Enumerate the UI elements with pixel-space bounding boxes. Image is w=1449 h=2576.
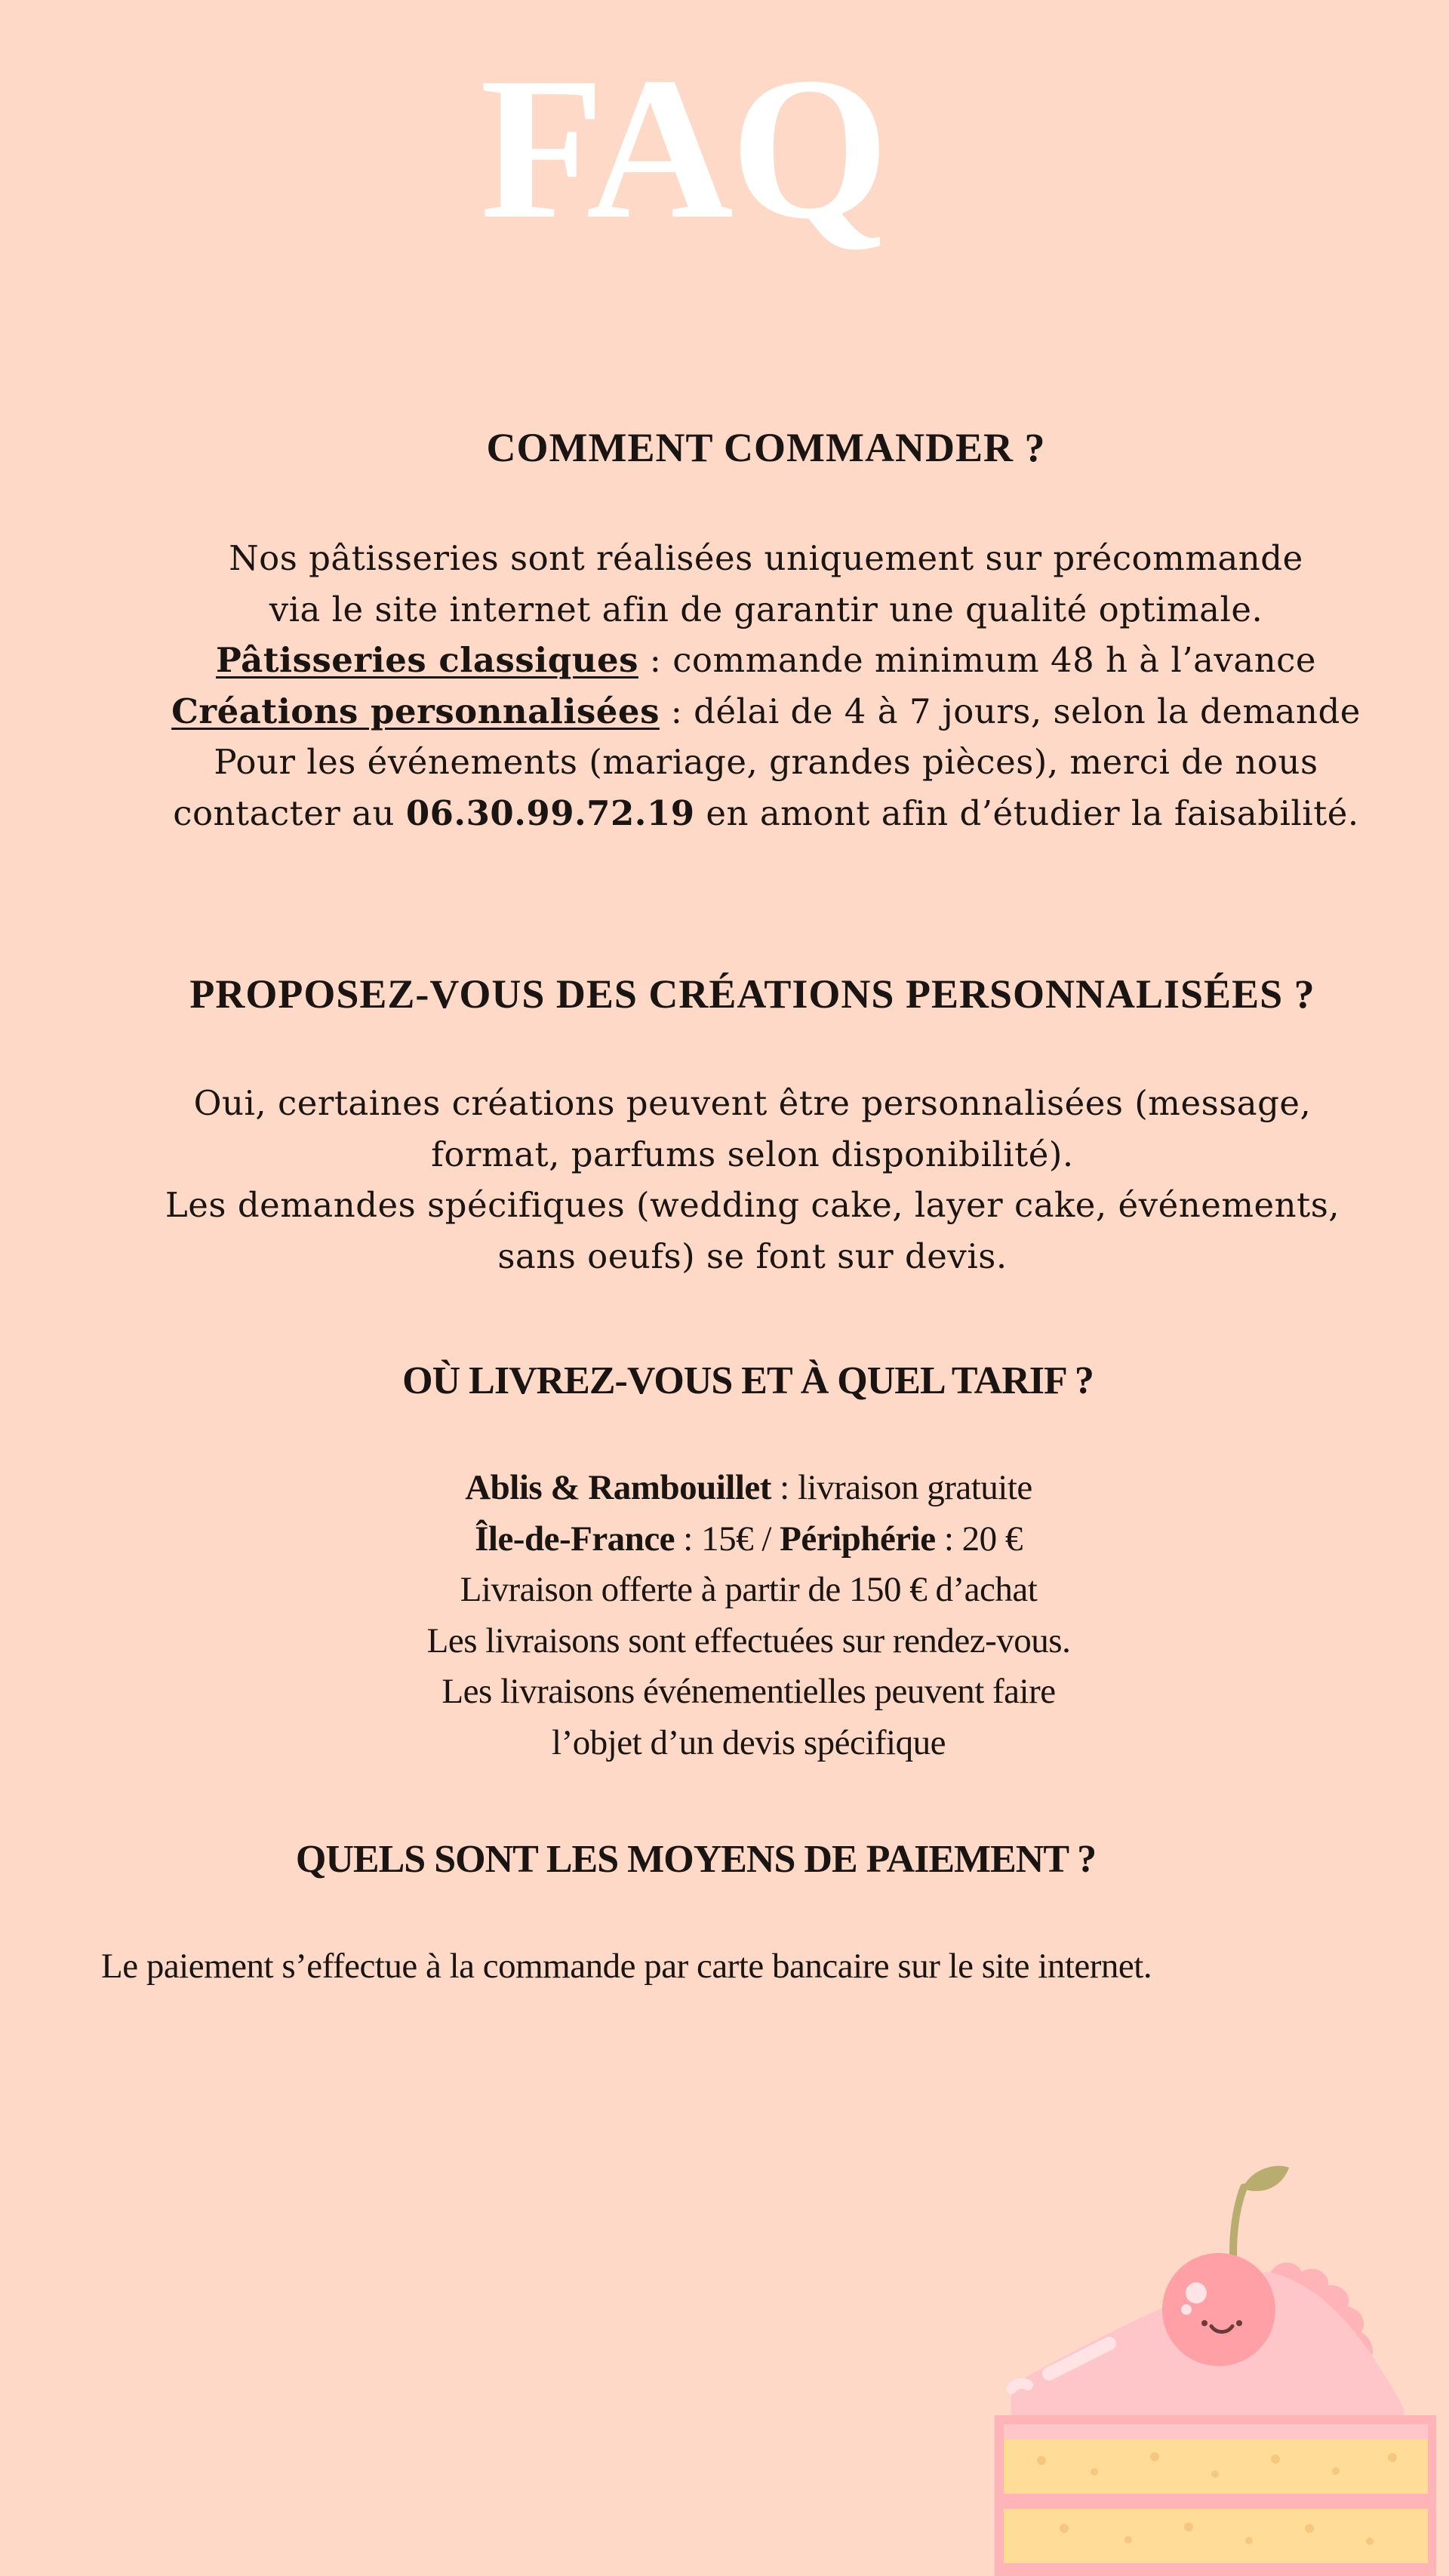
classic-text: : commande minimum 48 h à l’avance: [638, 640, 1317, 680]
cake-slice-icon: [981, 2159, 1449, 2576]
page-title: FAQ: [480, 35, 886, 261]
delivery-line-6: l’objet d’un devis spécifique: [552, 1722, 946, 1762]
zone1-text: : livraison gratuite: [771, 1468, 1032, 1507]
zone2-label: Île-de-France: [475, 1519, 675, 1559]
contact-before: contacter au: [173, 792, 406, 833]
section-body-custom: [0, 1078, 1449, 1282]
zone3-label: Périphérie: [780, 1519, 936, 1559]
section-body-payment: [101, 1941, 1152, 1993]
zone2-text: : 15€ /: [675, 1519, 780, 1559]
section-body-delivery: [0, 1463, 1449, 1768]
section-heading-payment: QUELS SONT LES MOYENS DE PAIEMENT ?: [295, 1838, 1097, 1881]
section-heading-order: COMMENT COMMANDER ?: [486, 425, 1046, 470]
order-line-2: via le site internet afin de garantir une qualité optimale.: [269, 589, 1263, 629]
delivery-line-4: Les livraisons sont effectuées sur rendez-vous.: [426, 1620, 1071, 1660]
custom-line-2: format, parfums selon disponibilité).: [431, 1134, 1074, 1174]
classic-label: Pâtisseries classiques: [215, 640, 638, 680]
custom-line-4: sans oeufs) se font sur devis.: [497, 1236, 1008, 1276]
delivery-line-2: [0, 1514, 1449, 1565]
order-line-1: Nos pâtisseries sont réalisées uniquement sur précommande: [229, 538, 1303, 578]
custom-label: Créations personnalisées: [171, 691, 660, 731]
phone-number: 06.30.99.72.19: [405, 792, 695, 833]
payment-line-1: Le paiement s’effectue à la commande par carte bancaire sur le site internet.: [101, 1947, 1152, 1986]
order-line-custom: [0, 686, 1449, 737]
order-line-classic: [0, 635, 1449, 686]
section-heading-custom: PROPOSEZ-VOUS DES CRÉATIONS PERSONNALISÉES ?: [189, 971, 1315, 1017]
order-line-5: Pour les événements (mariage, grandes pièces), merci de nous: [214, 742, 1318, 782]
custom-line-1: Oui, certaines créations peuvent être personnalisées (message,: [193, 1083, 1312, 1123]
section-body-order: [0, 533, 1449, 839]
delivery-line-5: Les livraisons événementielles peuvent faire: [441, 1672, 1056, 1711]
custom-line-3: Les demandes spécifiques (wedding cake, layer cake, événements,: [165, 1185, 1340, 1225]
zone1-label: Ablis & Rambouillet: [465, 1468, 771, 1507]
section-heading-delivery: OÙ LIVREZ-VOUS ET À QUEL TARIF ?: [402, 1359, 1094, 1402]
delivery-line-1: [0, 1463, 1449, 1514]
contact-after: en amont afin d’étudier la faisabilité.: [694, 792, 1359, 833]
custom-text: : délai de 4 à 7 jours, selon la demande: [659, 691, 1361, 731]
order-line-6: [0, 788, 1449, 839]
delivery-line-3: Livraison offerte à partir de 150 € d’achat: [460, 1570, 1038, 1609]
zone3-text: : 20 €: [935, 1519, 1023, 1559]
